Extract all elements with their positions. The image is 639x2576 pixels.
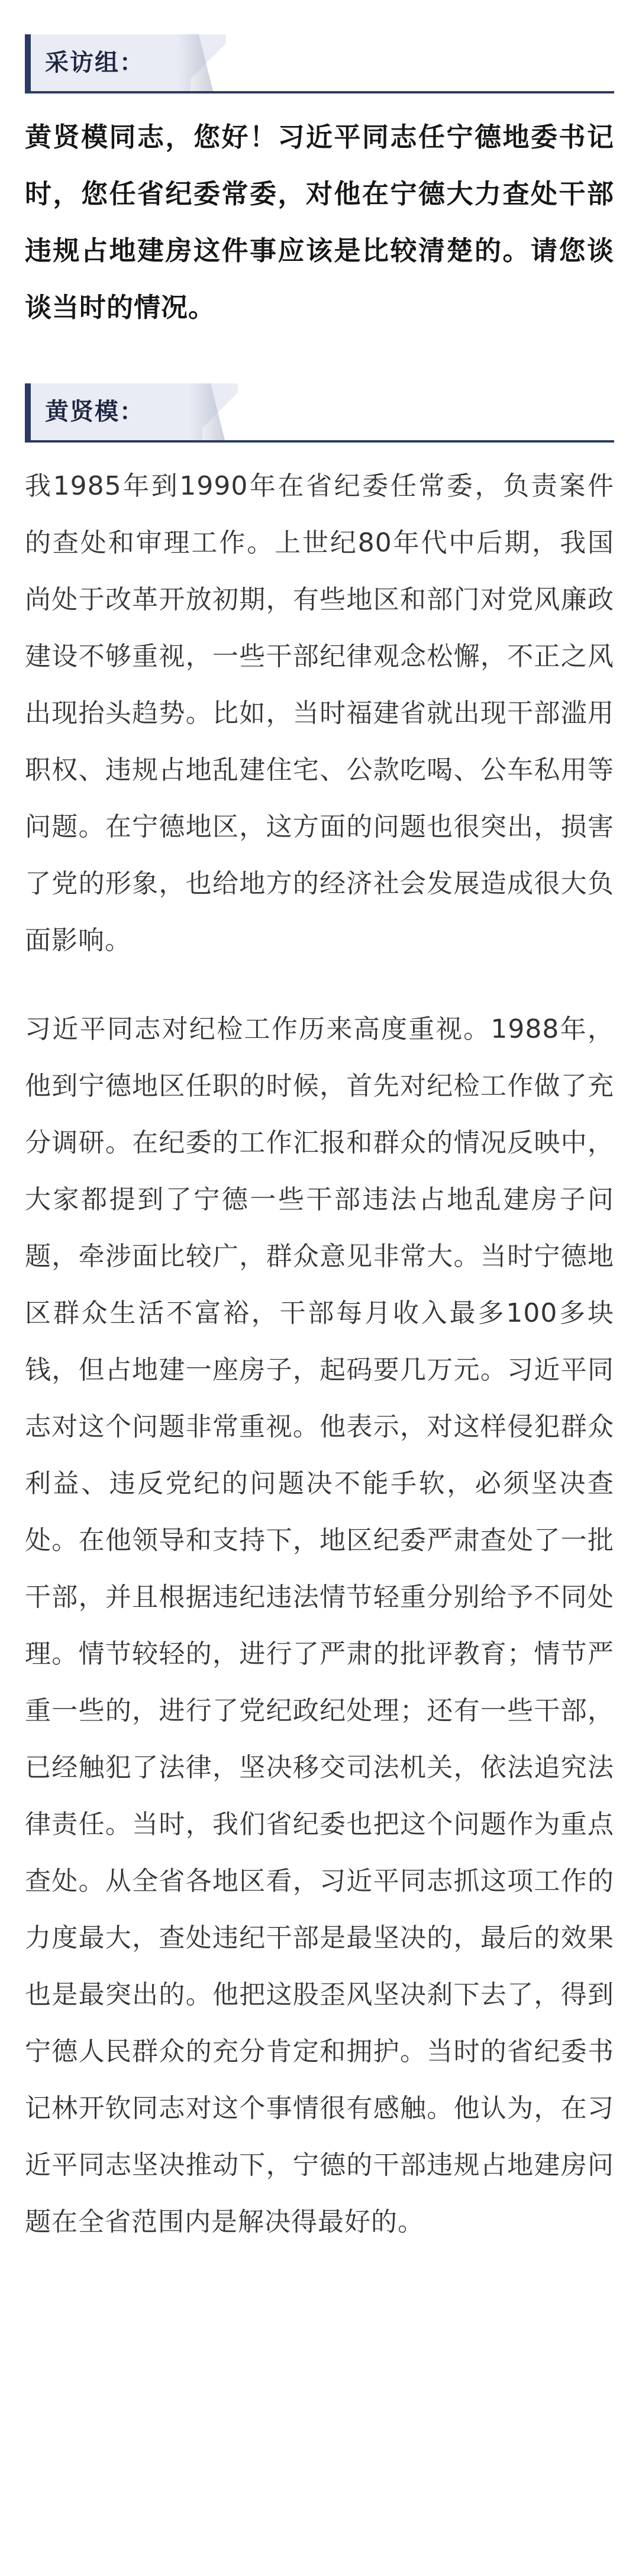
section-divider <box>25 91 614 93</box>
interview-question: 黄贤模同志，您好！习近平同志任宁德地委书记时，您任省纪委常委，对他在宁德大力查处干部违规占地建房这件事应该是比较清楚的。请您谈谈当时的情况。 <box>25 121 614 323</box>
interviewer-label: 采访组： <box>45 49 144 76</box>
answer-paragraph-2: 习近平同志对纪检工作历来高度重视。1988年，他到宁德地区任职的时候，首先对纪检工作做了充分调研。在纪委的工作汇报和群众的情况反映中，大家都提到了宁德一些干部违法占地乱建房子问题，牵涉面比较广，群众意见非常大。当时宁德地区群众生活不富裕，干部每月收入最多100多块钱，但占地建一座房子，起码要几万元。习近平同志对这个问题非常重视。他表示，对这样侵犯群众利益、违反党纪的问题决不能手软，必须坚决查处。在他领导和支持下，地区纪委严肃查处了一批干部，并且根据违纪违法情节轻重分别给予不同处理。情节较轻的，进行了严肃的批评教育；情节严重一些的，进行了党纪政纪处理；还有一些干部，已经触犯了法律，坚决移交司法机关，依法追究法律责任。当时，我们省纪委也把这个问题作为重点查处。从全省各地区看，习近平同志抓这项工作的力度最大，查处违纪干部是最坚决的，最后的效果也是最突出的。他把这股歪风坚决刹下去了，得到宁德人民群众的充分肯定和拥护。当时的省纪委书记林开钦同志对这个事情很有感触。他认为，在习近平同志坚决推动下，宁德的干部违规占地建房问题在全省范围内是解决得最好的。 <box>25 1014 614 2237</box>
interview-answer <box>25 458 614 2251</box>
section-divider <box>25 440 614 443</box>
interviewee-label: 黄贤模： <box>45 398 144 425</box>
interviewee-tag <box>25 383 238 440</box>
answer-paragraph-1: 我1985年到1990年在省纪委任常委，负责案件的查处和审理工作。上世纪80年代中后期，我国尚处于改革开放初期，有些地区和部门对党风廉政建设不够重视，一些干部纪律观念松懈，不正之风出现抬头趋势。比如，当时福建省就出现干部滥用职权、违规占地乱建住宅、公款吃喝、公车私用等问题。在宁德地区，这方面的问题也很突出，损害了党的形象，也给地方的经济社会发展造成很大负面影响。 <box>25 471 614 955</box>
interviewer-tag <box>25 34 226 91</box>
